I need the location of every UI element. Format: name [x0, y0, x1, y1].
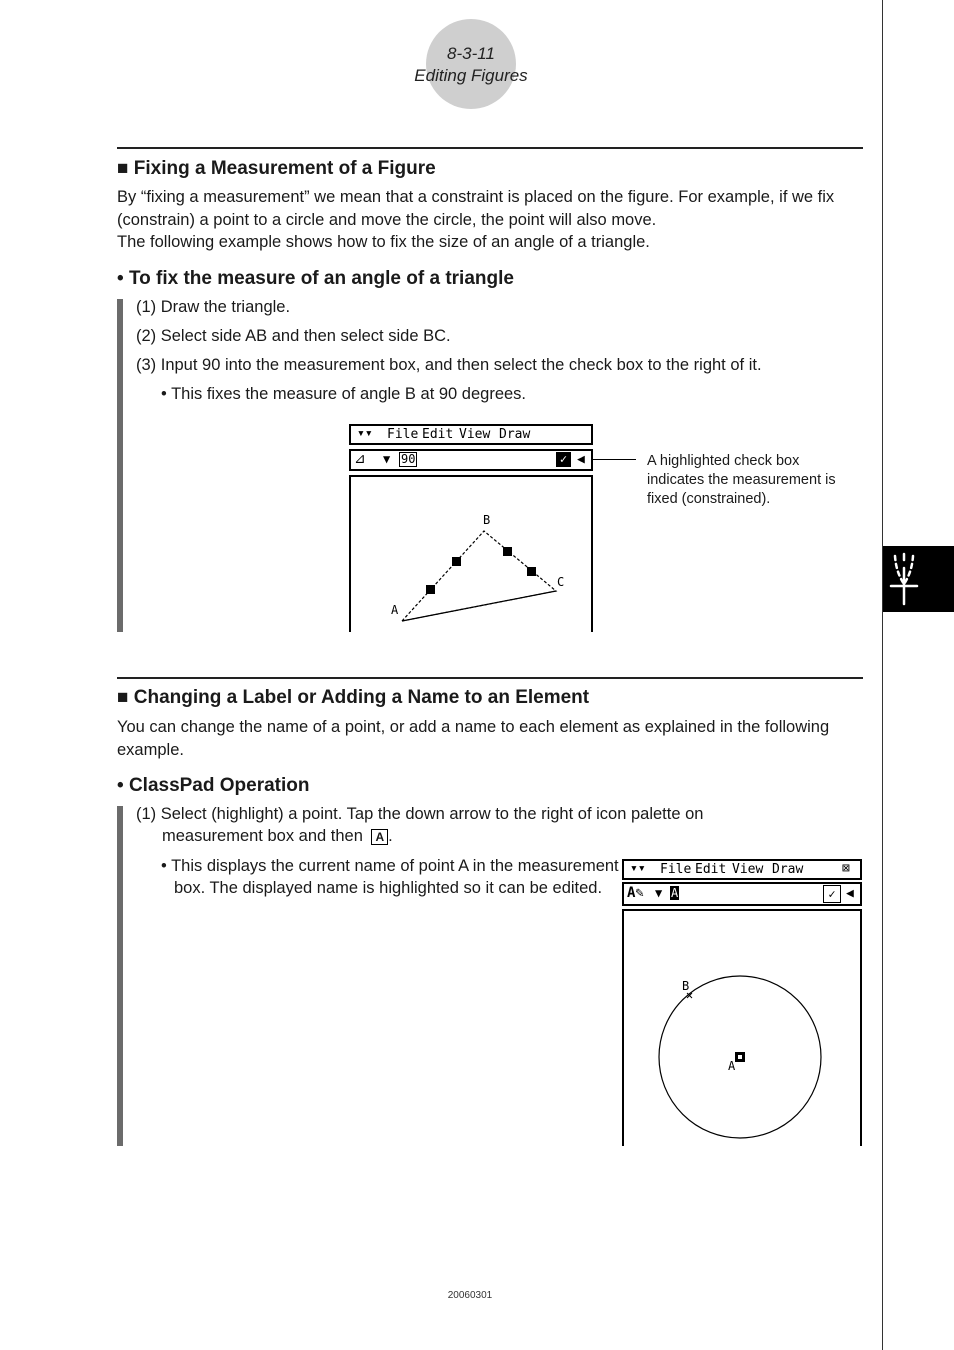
footer-code: 20060301 — [447, 1290, 493, 1301]
measurement-bar — [622, 882, 862, 906]
menu-view[interactable]: View — [459, 427, 491, 442]
page-header — [380, 43, 562, 87]
step-2: (2) Select side AB and then select side BC. — [136, 327, 451, 345]
checkbox-checked-icon[interactable]: ✓ — [556, 452, 571, 467]
menu-edit[interactable]: Edit — [422, 427, 454, 442]
procedure-heading-text: ClassPad Operation — [128, 775, 310, 796]
menu-edit[interactable]: Edit — [695, 862, 727, 877]
chapter-title: Editing Figures — [414, 66, 528, 85]
close-icon[interactable]: ⊠ — [842, 861, 850, 876]
label-edit-icon: A — [371, 829, 388, 845]
triangle-drawing — [351, 477, 591, 632]
circle-drawing — [624, 911, 860, 1147]
menu-file[interactable]: File — [660, 862, 692, 877]
step-1-line-2 — [136, 825, 856, 847]
classpad-screen-2 — [622, 859, 862, 1146]
menu-view[interactable]: View — [732, 862, 764, 877]
drawing-area[interactable] — [349, 475, 593, 632]
callout-text: A highlighted check box indicates the measurement is fixed (constrained). — [647, 453, 836, 507]
step-1: (1) Draw the triangle. — [136, 298, 291, 316]
measurement-box[interactable]: A — [671, 886, 679, 900]
procedure-heading — [117, 267, 857, 291]
menu-file[interactable]: File — [387, 427, 419, 442]
classpad-screen-1 — [349, 424, 593, 632]
step-note: • This displays the current name of point A in the measurement box. The displayed name is highlighted so it can be edited. — [161, 857, 619, 897]
menu-draw[interactable]: Draw — [772, 862, 804, 877]
square-bullet-icon: ■ — [117, 158, 129, 179]
point-label-a: A — [391, 603, 399, 617]
square-bullet-icon: ■ — [117, 687, 129, 708]
menu-draw[interactable]: Draw — [499, 427, 531, 442]
checkbox-icon[interactable]: ✓ — [823, 885, 841, 903]
point-label-c: C — [557, 575, 565, 589]
procedure-heading — [117, 774, 857, 798]
intro-paragraph — [117, 186, 862, 254]
intro-paragraph: You can change the name of a point, or add a name to each element as explained in the following example. — [117, 718, 830, 759]
step-1-line-1: (1) Select (highlight) a point. Tap the down arrow to the right of icon palette on — [136, 805, 704, 823]
procedure-heading-text: To fix the measure of an angle of a triangle — [128, 268, 514, 289]
section-title — [117, 686, 857, 710]
section-divider — [117, 147, 863, 149]
measurement-bar — [349, 449, 593, 471]
step-1-text: measurement box and then — [162, 827, 363, 845]
callout-line — [593, 459, 636, 460]
menu-toggle-icon[interactable]: ▾▾ — [357, 426, 373, 441]
dropdown-arrow-icon[interactable]: ▼ — [383, 452, 391, 466]
point-label-b: B — [483, 513, 491, 527]
point-label-a: A — [728, 1059, 736, 1073]
chapter-tab — [883, 546, 954, 612]
dot-bullet-icon: • — [117, 268, 124, 289]
step-1 — [136, 803, 856, 847]
section-divider — [117, 677, 863, 679]
left-arrow-icon[interactable]: ◀ — [577, 452, 585, 467]
step-1-period: . — [388, 827, 393, 845]
page-number: 8-3-11 — [447, 44, 495, 63]
menu-bar — [349, 424, 593, 445]
menu-bar — [622, 859, 862, 880]
section-title — [117, 157, 857, 181]
menu-toggle-icon[interactable]: ▾▾ — [630, 861, 646, 876]
dropdown-arrow-icon[interactable]: ▼ — [655, 886, 663, 900]
procedure-bar — [117, 299, 123, 632]
section-title-text: Changing a Label or Adding a Name to an Element — [133, 687, 590, 708]
angle-icon[interactable]: ⊿ — [354, 451, 366, 467]
measurement-box[interactable]: 90 — [401, 452, 416, 466]
section-title-text: Fixing a Measurement of a Figure — [133, 158, 436, 179]
procedure-bar — [117, 806, 123, 1146]
drawing-area[interactable] — [622, 909, 862, 1146]
label-edit-icon[interactable]: A✎ — [627, 885, 644, 901]
step-note: • This fixes the measure of angle B at 90 degrees. — [161, 385, 527, 403]
point-label-b: B — [682, 979, 690, 993]
left-arrow-icon[interactable]: ◀ — [846, 886, 854, 901]
dot-bullet-icon: • — [117, 775, 124, 796]
paragraph-text: By “fixing a measurement” we mean that a constraint is placed on the figure. For example, if we fix (constrain) a point to a circle and move the circle, the point will also move. — [117, 188, 835, 229]
geometry-icon — [883, 546, 954, 612]
margin-rule — [882, 0, 883, 1350]
paragraph-text: The following example shows how to fix the size of an angle of a triangle. — [117, 233, 650, 251]
step-3: (3) Input 90 into the measurement box, and then select the check box to the right of it. — [136, 356, 762, 374]
